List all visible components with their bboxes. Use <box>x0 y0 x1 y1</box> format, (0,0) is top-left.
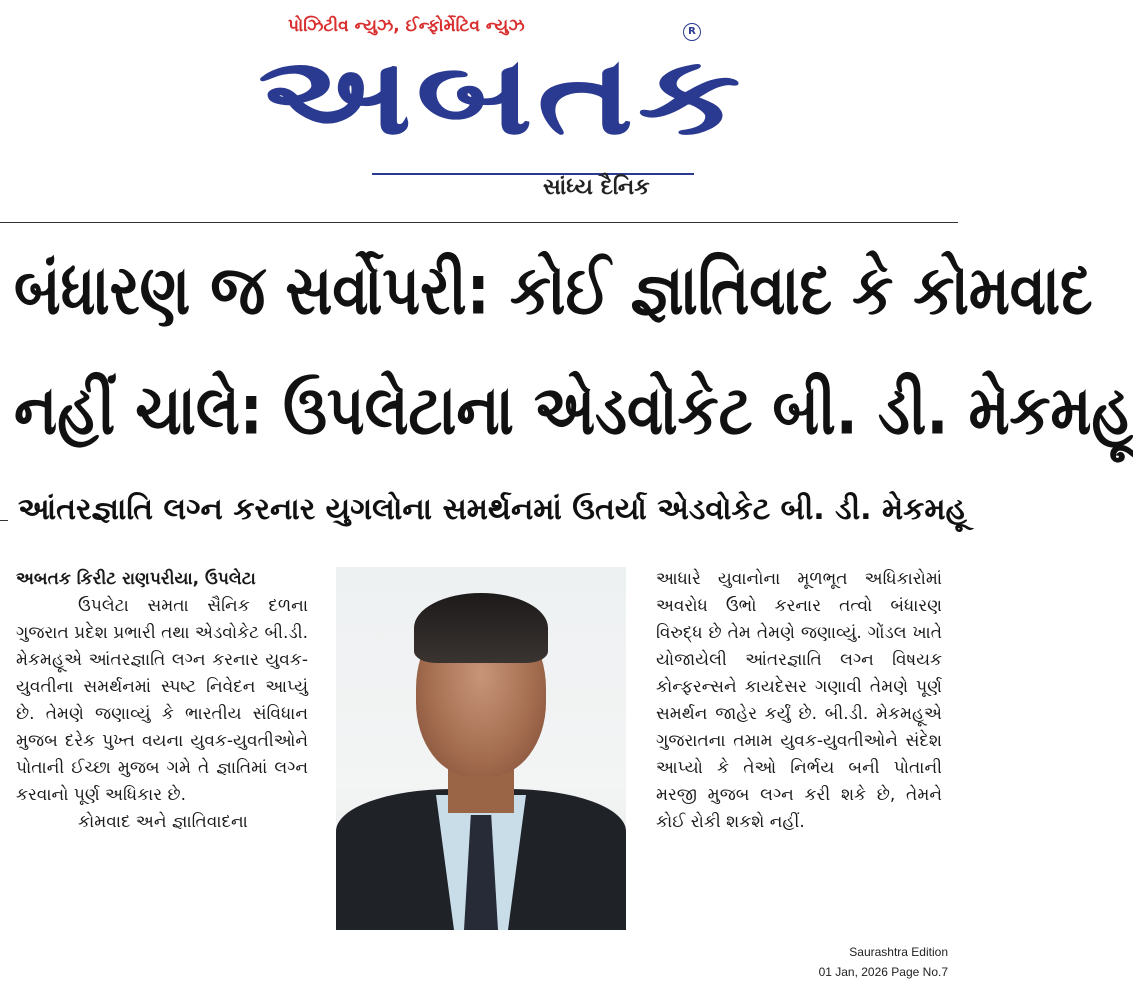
headline-line-2: નહીં ચાલે: ઉપલેટાના એડવોકેટ બી. ડી. મેકમહૂ <box>14 369 1133 451</box>
article-byline: અબતક કિરીટ રાણપરીયા, ઉપલેટા <box>16 569 256 589</box>
headline-line-1: બંધારણ જ સર્વોપરી: કોઈ જ્ઞાતિવાદ કે કોમવાદ <box>14 249 1093 331</box>
edition-date-page: 01 Jan, 2026 Page No.7 <box>818 965 948 979</box>
article-column-left <box>16 566 308 836</box>
masthead-tagline: પોઝિટીવ ન્યુઝ, ઈન્ફોર્મેટિવ ન્યુઝ <box>288 16 525 36</box>
deck-marker <box>0 520 8 521</box>
article-paragraph-1: ઉપલેટા સમતા સૈનિક દળના ગુજરાત પ્રદેશ પ્રભારી તથા એડવોકેટ બી.ડી. મેકમહૂએ આંતરજ્ઞાતિ લગ્ન કરનાર યુવક-યુવતીના સમર્થનમાં સ્પષ્ટ નિવેદન આપ્યું છે. તેમણે જણાવ્યું કે ભારતીય સંવિધાન મુજબ દરેક પુખ્ત વયના યુવક-યુવતીઓને પોતાની ઈચ્છા મુજબ ગમે તે જ્ઞાતિમાં લગ્ન કરવાનો પૂર્ણ અધિકાર છે. <box>16 596 308 805</box>
registered-mark-icon: R <box>683 23 701 41</box>
masthead-subtitle: સાંધ્ય દૈનિક <box>543 175 650 200</box>
edition-info <box>819 942 948 982</box>
edition-name: Saurashtra Edition <box>849 945 948 959</box>
article-deck: આંતરજ્ઞાતિ લગ્ન કરનાર યુગલોના સમર્થનમાં ઉતર્યા એડવોકેટ બી. ડી. મેકમહૂ <box>18 492 967 527</box>
newspaper-logo: અબતક <box>258 34 745 159</box>
article-paragraph-3: આધારે યુવાનોના મૂળભૂત અધિકારોમાં અવરોધ ઉભો કરનાર તત્વો બંધારણ વિરુદ્ધ છે તેમ તેમણે જણાવ્યું. ગોંડલ ખાતે યોજાયેલી આંતરજ્ઞાતિ લગ્ન વિષયક કોન્ફરન્સને કાયદેસર ગણાવી તેમણે પૂર્ણ સમર્થન જાહેર કર્યું છે. બી.ડી. મેકમહૂએ ગુજરાતના તમામ યુવક-યુવતીઓને સંદેશ આપ્યો કે તેઓ નિર્ભય બની પોતાની મરજી મુજબ લગ્ન કરી શકે છે, તેમને કોઈ રોકી શકશે નહીં. <box>656 569 942 832</box>
article-paragraph-2: કોમવાદ અને જ્ઞાતિવાદના <box>78 812 248 832</box>
masthead <box>0 0 958 222</box>
advocate-portrait-photo <box>336 567 626 930</box>
photo-hair <box>414 593 548 663</box>
masthead-divider <box>0 222 958 223</box>
article-column-right <box>656 566 942 836</box>
